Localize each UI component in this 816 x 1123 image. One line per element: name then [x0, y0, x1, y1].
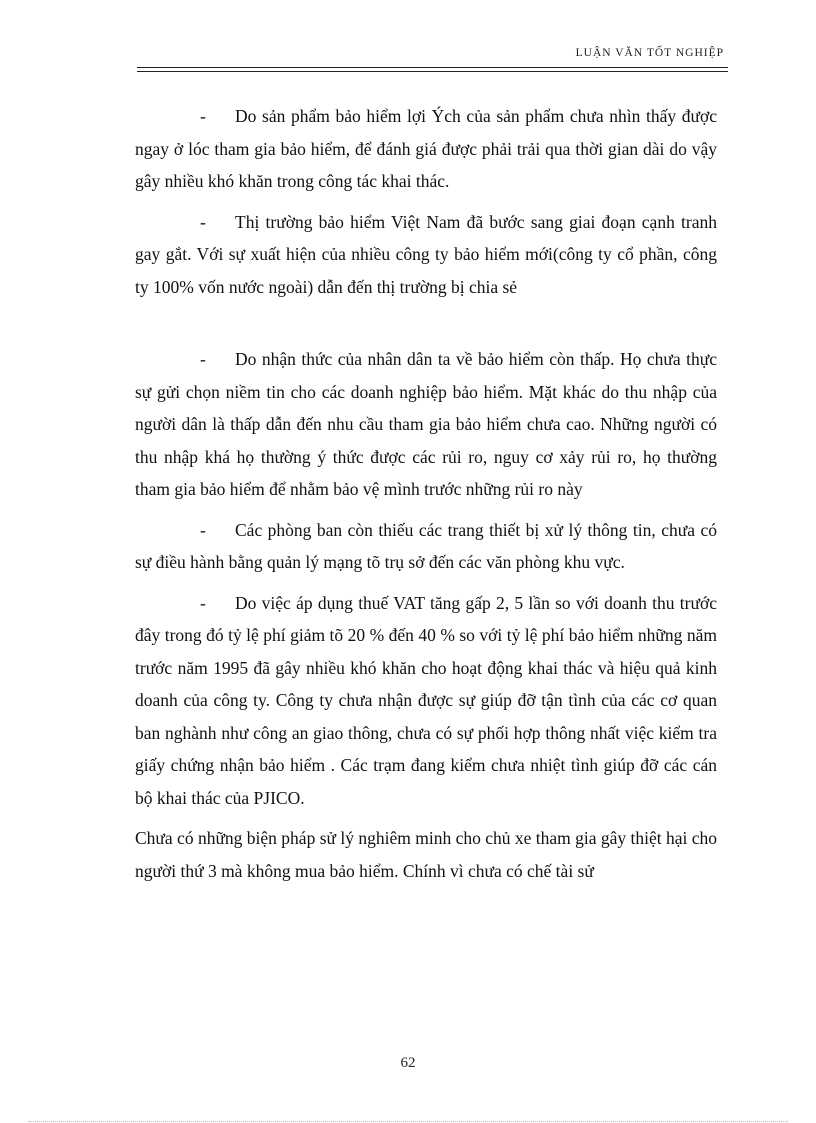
paragraph-text: Do sản phẩm bảo hiểm lợi Ých của sản phẩm chưa nhìn thấy được ngay ở lóc tham gia bảo hiểm, để đánh giá được phải trải qua thời gian dài do vậy gây nhiều khó khăn trong công tác khai thác.	[135, 106, 717, 191]
paragraph-text: Chưa có những biện pháp sử lý nghiêm minh cho chủ xe tham gia gây thiệt hại cho người thứ 3 mà không mua bảo hiểm. Chính vì chưa có chế tài sử	[135, 828, 718, 881]
running-header: LUẬN VĂN TỐT NGHIỆP	[575, 47, 724, 59]
paragraph	[135, 343, 717, 506]
page-number: 62	[400, 1055, 416, 1071]
document-body	[135, 100, 717, 887]
page-bottom-dotted-line	[28, 1121, 788, 1122]
paragraph	[135, 206, 717, 304]
paragraph-text: Thị trường bảo hiểm Việt Nam đã bước sang giai đoạn cạnh tranh gay gắt. Với sự xuất hiện của nhiều công ty bảo hiểm mới(công ty cổ phần, công ty 100% vốn nước ngoài) dẫn đến thị trường bị chia sẻ	[135, 211, 717, 297]
paragraph-text: Do nhận thức của nhân dân ta về bảo hiểm còn thấp. Họ chưa thực sự gửi chọn niềm tin cho các doanh nghiệp bảo hiểm. Mặt khác do thu nhập của người dân là thấp dẫn đến nhu cầu tham gia bảo hiểm chưa cao. Những người có thu nhập khá họ thường ý thức được các rủi ro, nguy cơ xảy rủi ro, họ thường tham gia bảo hiểm để nhằm bảo vệ mình trước những rủi ro này	[135, 349, 717, 499]
paragraph-text: Do việc áp dụng thuế VAT tăng gấp 2, 5 lần so với doanh thu trước đây trong đó tỷ lệ phí giảm tõ 20 % đến 40 % so với tỷ lệ phí bảo hiểm những năm trước năm 1995 đã gây nhiều khó khăn cho hoạt động khai thác và hiệu quả kinh doanh của công ty. Công ty chưa nhận được sự giúp đỡ tận tình của các cơ quan ban nghành như công an giao thông, chưa có sự phối hợp thông nhất việc kiểm tra giấy chứng nhận bảo hiểm . Các trạm đang kiểm chưa nhiệt tình giúp đỡ các cán bộ khai thác của PJICO.	[135, 592, 717, 808]
bullet-dash: -	[200, 519, 206, 540]
paragraph	[135, 514, 717, 579]
bullet-dash: -	[200, 211, 206, 232]
paragraph	[135, 587, 717, 815]
bullet-dash: -	[200, 106, 206, 126]
paragraph-text: Các phòng ban còn thiếu các trang thiết bị xử lý thông tin, chưa có sự điều hành bằng quản lý mạng tõ trụ sở đến các văn phòng khu vực.	[135, 519, 717, 572]
paragraph	[135, 100, 717, 198]
bullet-dash: -	[200, 592, 206, 613]
bullet-dash: -	[200, 349, 206, 369]
header-rule-thin	[137, 71, 728, 72]
paragraph	[135, 822, 717, 887]
header-rule-thick	[137, 67, 728, 68]
